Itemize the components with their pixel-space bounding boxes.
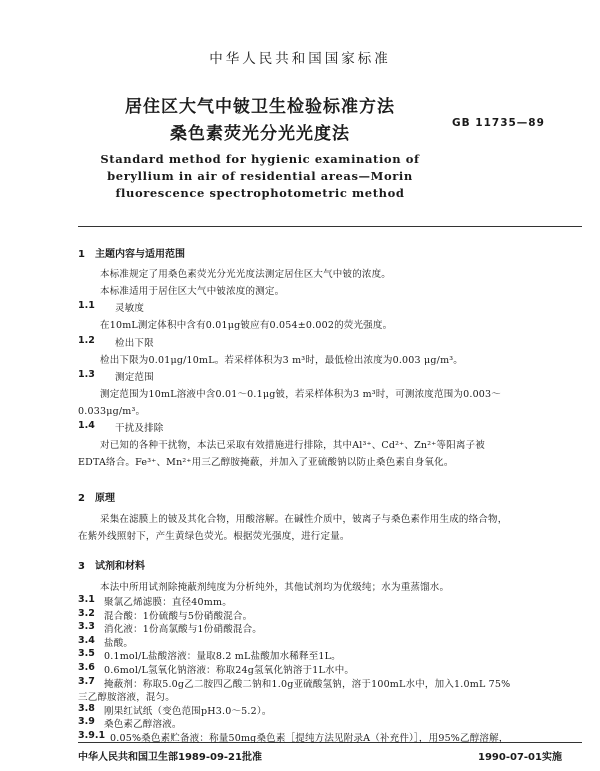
clause-1-4-text-line-1: 对已知的各种干扰物，本法已采取有效措施进行排除，其中Al³⁺、Cd²⁺、Zn²⁺等阳离子被 xyxy=(100,440,485,451)
item-number: 3.8 xyxy=(78,702,95,714)
item-text: 0.1mol/L盐酸溶液：量取8.2 mL盐酸加水稀释至1L。 xyxy=(104,651,341,663)
english-title-line-3: fluorescence spectrophotometric method xyxy=(115,186,405,200)
clause-1-3-title: 测定范围 xyxy=(115,372,154,383)
item-number: 3.9.1 xyxy=(78,730,106,741)
item-number: 3.9 xyxy=(78,716,95,728)
item-number: 3.2 xyxy=(78,607,95,619)
section-2-text-line-1: 采集在滤膜上的铍及其化合物，用酸溶解。在碱性介质中，铍离子与桑色素作用生成的络合物， xyxy=(100,514,508,525)
item-text-continuation: 三乙醇胺溶液，混匀。 xyxy=(78,692,176,704)
section-3-intro: 本法中所用试剂除掩蔽剂纯度为分析纯外，其他试剂均为优级纯；水为重蒸馏水。 xyxy=(100,582,450,593)
clause-1-3-text-line-2: 0.033μg/m³。 xyxy=(78,406,146,417)
clause-1-1-title: 灵敏度 xyxy=(115,303,145,314)
standard-number: GB 11735—89 xyxy=(452,117,545,129)
country-standard-line: 中华人民共和国国家标准 xyxy=(209,51,391,67)
footer-implementation: 1990-07-01实施 xyxy=(478,752,562,763)
english-title-line-2: beryllium in air of residential areas—Morin xyxy=(107,169,413,183)
item-text: 桑色素乙醇溶液。 xyxy=(104,719,182,731)
clause-1-1-number: 1.1 xyxy=(78,300,95,311)
section-1-paragraph-2: 本标准适用于居住区大气中铍浓度的测定。 xyxy=(100,286,285,297)
clause-1-2-number: 1.2 xyxy=(78,335,95,346)
english-title-line-1: Standard method for hygienic examination of xyxy=(100,152,420,166)
clause-1-2-title: 检出下限 xyxy=(115,338,154,349)
item-text: 混合酸：1份硫酸与5份硝酸混合。 xyxy=(104,610,253,622)
item-number: 3.4 xyxy=(78,634,95,646)
section-2-text-line-2: 在紫外线照射下，产生黄绿色荧光。根据荧光强度，进行定量。 xyxy=(78,531,350,542)
item-text: 掩蔽剂：称取5.0g乙二胺四乙酸二钠和1.0g亚硫酸氢钠，溶于100mL水中，加入1.0mL 75% xyxy=(104,678,511,690)
footer-approval: 中华人民共和国卫生部1989-09-21批准 xyxy=(78,752,262,763)
clause-1-4-number: 1.4 xyxy=(78,420,95,431)
item-text: 盐酸。 xyxy=(104,637,134,649)
clause-1-3-text-line-1: 测定范围为10mL溶液中含0.01～0.1μg铍，若采样体积为3 m³时，可测浓度范围为0.003～ xyxy=(100,389,501,400)
item-number: 3.3 xyxy=(78,621,95,633)
section-2-heading: 2 原理 xyxy=(78,493,115,504)
item-text: 聚氯乙烯滤膜：直径40mm。 xyxy=(104,597,232,608)
item-number: 3.1 xyxy=(78,594,95,605)
clause-1-3-number: 1.3 xyxy=(78,369,95,380)
item-text: 刚果红试纸（变色范围pH3.0～5.2）。 xyxy=(104,705,272,717)
title-line-1: 居住区大气中铍卫生检验标准方法 xyxy=(125,97,395,117)
item-text: 0.6mol/L氢氧化钠溶液：称取24g氢氧化钠溶于1L水中。 xyxy=(104,665,355,676)
item-text: 消化液：1份高氯酸与1份硝酸混合。 xyxy=(104,624,262,636)
section-3-heading: 3 试剂和材料 xyxy=(78,561,145,572)
clause-1-2-text: 检出下限为0.01μg/10mL。若采样体积为3 m³时，最低检出浓度为0.003 μg/m³。 xyxy=(100,355,463,366)
title-line-2: 桑色素荧光分光光度法 xyxy=(170,124,350,144)
clause-1-1-text: 在10mL测定体积中含有0.01μg铍应有0.054±0.002的荧光强度。 xyxy=(100,320,393,331)
section-1-paragraph-1: 本标准规定了用桑色素荧光分光光度法测定居住区大气中铍的浓度。 xyxy=(100,269,392,280)
item-number: 3.5 xyxy=(78,648,95,660)
clause-1-4-title: 干扰及排除 xyxy=(115,423,164,434)
item-text: 0.05%桑色素贮备液：称量50mg桑色素［提纯方法见附录A（补充件）］，用95%乙醇溶解， xyxy=(110,733,509,744)
clause-1-4-text-line-2: EDTA络合。Fe³⁺、Mn²⁺用三乙醇胺掩蔽，并加入了亚硫酸钠以防止桑色素自身氧化。 xyxy=(78,457,454,468)
section-1-heading: 1 主题内容与适用范围 xyxy=(78,249,185,260)
item-number: 3.7 xyxy=(78,675,95,687)
item-number: 3.6 xyxy=(78,662,95,673)
header-divider xyxy=(78,226,582,227)
